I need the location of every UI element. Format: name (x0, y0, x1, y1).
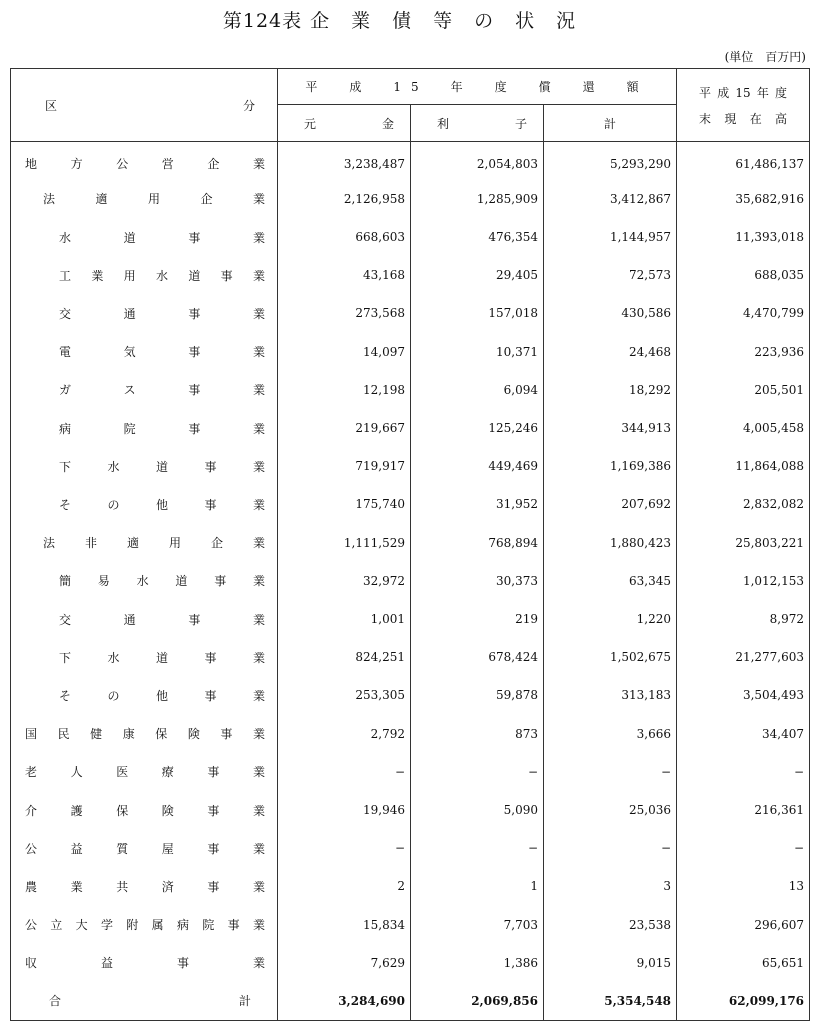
table-row (11, 485, 810, 523)
cell-total: 344,913 (544, 409, 677, 447)
table-row (11, 906, 810, 944)
cell-interest: 6,094 (411, 371, 544, 409)
row-label: 下水道事業 (59, 459, 265, 474)
row-label: 法非適用企業 (43, 536, 265, 551)
cell-interest: 1,386 (411, 944, 544, 982)
row-label: その他事業 (59, 688, 265, 703)
cell-principal: 19,946 (278, 791, 411, 829)
header-interest (411, 105, 544, 142)
cell-interest: 10,371 (411, 333, 544, 371)
cell-principal: 7,629 (278, 944, 411, 982)
cell-interest: 157,018 (411, 294, 544, 332)
cell-interest: 768,894 (411, 524, 544, 562)
cell-balance: − (677, 829, 810, 867)
table-row (11, 791, 810, 829)
row-label-cell (11, 829, 278, 867)
table-row (11, 371, 810, 409)
row-label-cell (11, 485, 278, 523)
row-label-cell (11, 256, 278, 294)
cell-balance: 2,832,082 (677, 485, 810, 523)
cell-interest: 59,878 (411, 676, 544, 714)
row-label-cell (11, 867, 278, 905)
cell-balance: 11,393,018 (677, 218, 810, 256)
row-label: 公益質屋事業 (25, 841, 265, 856)
cell-interest: 678,424 (411, 638, 544, 676)
row-label: 簡易水道事業 (59, 574, 265, 589)
cell-principal: 1,001 (278, 600, 411, 638)
header-principal-a: 元 (304, 116, 317, 131)
row-label: 老人医療事業 (25, 765, 265, 780)
grand-total-interest: 2,069,856 (411, 982, 544, 1021)
row-label-cell (11, 562, 278, 600)
table-row (11, 867, 810, 905)
header-principal (278, 105, 411, 142)
cell-balance: 4,470,799 (677, 294, 810, 332)
cell-principal: 2 (278, 867, 411, 905)
row-label: 介護保険事業 (25, 803, 265, 818)
cell-interest: 30,373 (411, 562, 544, 600)
title-prefix: 第124表 (222, 10, 303, 32)
row-label-cell (11, 524, 278, 562)
cell-total: − (544, 829, 677, 867)
header-category-left: 区 (45, 98, 58, 113)
cell-principal: − (278, 829, 411, 867)
cell-total: 25,036 (544, 791, 677, 829)
cell-principal: 824,251 (278, 638, 411, 676)
cell-total: 1,169,386 (544, 447, 677, 485)
cell-interest: 449,469 (411, 447, 544, 485)
row-label-cell (11, 218, 278, 256)
grand-total-label-right: 計 (238, 994, 251, 1009)
cell-interest: − (411, 753, 544, 791)
cell-total: 23,538 (544, 906, 677, 944)
row-label: 地方公営企業 (25, 157, 265, 172)
cell-principal: 43,168 (278, 256, 411, 294)
cell-total: 5,293,290 (544, 142, 677, 180)
title-main: 企業債等の状況 (310, 10, 598, 32)
table-row (11, 333, 810, 371)
row-label-cell (11, 142, 278, 180)
table-title (0, 6, 820, 33)
cell-total: 1,220 (544, 600, 677, 638)
row-label-cell (11, 676, 278, 714)
cell-principal: 273,568 (278, 294, 411, 332)
cell-total: 3,412,867 (544, 180, 677, 218)
cell-balance: 34,407 (677, 715, 810, 753)
cell-balance: 21,277,603 (677, 638, 810, 676)
header-principal-b: 金 (381, 116, 394, 131)
header-interest-b: 子 (514, 116, 527, 131)
row-label-cell (11, 638, 278, 676)
cell-total: 3,666 (544, 715, 677, 753)
header-category (11, 69, 278, 142)
cell-principal: 15,834 (278, 906, 411, 944)
cell-balance: − (677, 753, 810, 791)
cell-balance: 688,035 (677, 256, 810, 294)
cell-interest: 5,090 (411, 791, 544, 829)
cell-balance: 11,864,088 (677, 447, 810, 485)
row-label: 法適用企業 (43, 192, 265, 207)
cell-principal: 2,792 (278, 715, 411, 753)
bond-status-table (10, 68, 810, 1021)
cell-interest: 873 (411, 715, 544, 753)
row-label: 農業共済事業 (25, 879, 265, 894)
row-label-cell (11, 715, 278, 753)
table-row (11, 294, 810, 332)
table-row (11, 638, 810, 676)
row-label-cell (11, 447, 278, 485)
cell-total: 207,692 (544, 485, 677, 523)
cell-balance: 4,005,458 (677, 409, 810, 447)
row-label-cell (11, 753, 278, 791)
row-label: 電気事業 (59, 345, 265, 360)
cell-balance: 223,936 (677, 333, 810, 371)
table-row (11, 715, 810, 753)
cell-principal: 3,238,487 (278, 142, 411, 180)
grand-total-total: 5,354,548 (544, 982, 677, 1021)
cell-total: 3 (544, 867, 677, 905)
table-row (11, 218, 810, 256)
cell-balance: 216,361 (677, 791, 810, 829)
table-row (11, 600, 810, 638)
cell-total: 24,468 (544, 333, 677, 371)
cell-interest: 219 (411, 600, 544, 638)
cell-principal: 175,740 (278, 485, 411, 523)
row-label-cell (11, 409, 278, 447)
cell-principal: 668,603 (278, 218, 411, 256)
row-label-cell (11, 791, 278, 829)
row-label: 病院事業 (59, 421, 265, 436)
header-balance (677, 69, 810, 142)
cell-interest: 125,246 (411, 409, 544, 447)
cell-interest: 7,703 (411, 906, 544, 944)
row-label-cell (11, 333, 278, 371)
row-label: ガス事業 (59, 383, 265, 398)
cell-balance: 205,501 (677, 371, 810, 409)
cell-principal: 2,126,958 (278, 180, 411, 218)
cell-balance: 35,682,916 (677, 180, 810, 218)
table-row (11, 753, 810, 791)
cell-total: 313,183 (544, 676, 677, 714)
cell-balance: 1,012,153 (677, 562, 810, 600)
cell-interest: 2,054,803 (411, 142, 544, 180)
row-label-cell (11, 371, 278, 409)
cell-principal: 14,097 (278, 333, 411, 371)
cell-balance: 13 (677, 867, 810, 905)
row-label-cell (11, 906, 278, 944)
cell-balance: 61,486,137 (677, 142, 810, 180)
unit-note: (単位 百万円) (724, 50, 806, 64)
cell-principal: 12,198 (278, 371, 411, 409)
row-label: 工業用水道事業 (59, 268, 265, 283)
grand-total-row (11, 982, 810, 1021)
cell-balance: 8,972 (677, 600, 810, 638)
row-label-cell (11, 944, 278, 982)
cell-principal: 719,917 (278, 447, 411, 485)
cell-interest: 31,952 (411, 485, 544, 523)
row-label-cell (11, 294, 278, 332)
cell-interest: 476,354 (411, 218, 544, 256)
table-row (11, 944, 810, 982)
cell-total: 72,573 (544, 256, 677, 294)
header-balance-line2: 末現在高 (699, 112, 788, 126)
cell-interest: − (411, 829, 544, 867)
row-label: 収益事業 (25, 956, 265, 971)
cell-balance: 296,607 (677, 906, 810, 944)
row-label: 国民健康保険事業 (25, 727, 265, 742)
cell-interest: 1,285,909 (411, 180, 544, 218)
row-label: 交通事業 (59, 612, 265, 627)
cell-interest: 29,405 (411, 256, 544, 294)
row-label-cell (11, 180, 278, 218)
grand-total-label-cell (11, 982, 278, 1021)
cell-total: 1,502,675 (544, 638, 677, 676)
cell-total: 63,345 (544, 562, 677, 600)
table-row (11, 142, 810, 180)
cell-total: − (544, 753, 677, 791)
cell-principal: 253,305 (278, 676, 411, 714)
header-category-right: 分 (242, 98, 255, 113)
cell-balance: 3,504,493 (677, 676, 810, 714)
cell-balance: 25,803,221 (677, 524, 810, 562)
row-label: 下水道事業 (59, 650, 265, 665)
cell-total: 9,015 (544, 944, 677, 982)
header-redemption-group: 平 成 15 年 度 償 還 額 (278, 69, 677, 105)
cell-total: 1,880,423 (544, 524, 677, 562)
row-label: 交通事業 (59, 306, 265, 321)
table-row (11, 524, 810, 562)
table-row (11, 829, 810, 867)
cell-interest: 1 (411, 867, 544, 905)
table-row (11, 256, 810, 294)
cell-principal: − (278, 753, 411, 791)
cell-total: 430,586 (544, 294, 677, 332)
header-interest-a: 利 (437, 116, 450, 131)
table-row (11, 676, 810, 714)
table-row (11, 447, 810, 485)
table-row (11, 409, 810, 447)
row-label: 公立大学附属病院事業 (25, 918, 265, 933)
grand-total-label-left: 合 (49, 994, 62, 1009)
cell-balance: 65,651 (677, 944, 810, 982)
grand-total-balance: 62,099,176 (677, 982, 810, 1021)
table-body (11, 142, 810, 1021)
cell-total: 1,144,957 (544, 218, 677, 256)
grand-total-principal: 3,284,690 (278, 982, 411, 1021)
table-row (11, 562, 810, 600)
cell-principal: 32,972 (278, 562, 411, 600)
table-row (11, 180, 810, 218)
cell-principal: 1,111,529 (278, 524, 411, 562)
row-label: その他事業 (59, 497, 265, 512)
header-balance-line1: 平成15年度 (699, 86, 788, 100)
cell-total: 18,292 (544, 371, 677, 409)
header-total: 計 (544, 105, 677, 142)
row-label-cell (11, 600, 278, 638)
row-label: 水道事業 (59, 230, 265, 245)
cell-principal: 219,667 (278, 409, 411, 447)
